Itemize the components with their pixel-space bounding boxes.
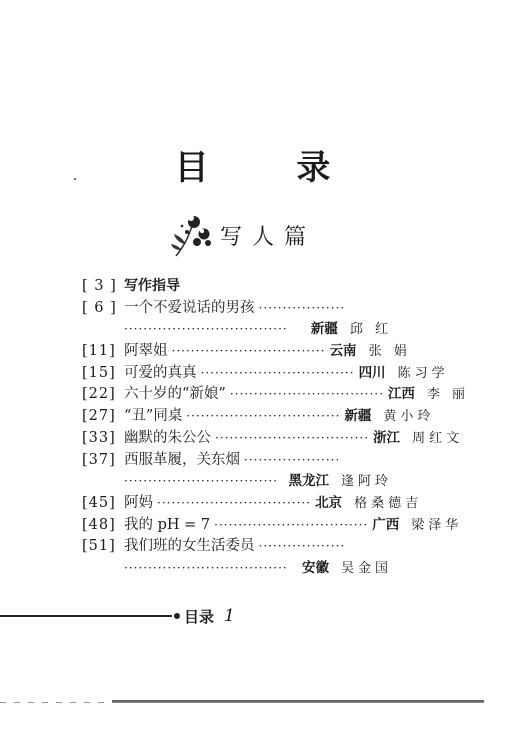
bottom-rule bbox=[112, 700, 484, 703]
entry-region: 浙江 bbox=[373, 429, 401, 446]
dot-leader: ································ bbox=[229, 387, 384, 402]
section-header bbox=[170, 212, 316, 258]
entry-title: 幽默的朱公公 bbox=[124, 429, 211, 446]
dot-leader: ································ bbox=[215, 430, 370, 445]
entry-title: 阿妈 bbox=[124, 494, 153, 511]
bottom-rule-faint bbox=[0, 702, 112, 703]
entry-page-number: [11] bbox=[82, 343, 116, 360]
entry-page-number: [15] bbox=[82, 364, 116, 381]
entry-region: 广西 bbox=[372, 516, 400, 533]
entry-author: 陈习学 bbox=[397, 365, 449, 381]
entry-author: 李 丽 bbox=[426, 387, 470, 403]
toc-row[interactable] bbox=[82, 515, 463, 537]
flower-icon bbox=[170, 212, 212, 258]
bullet-icon bbox=[174, 613, 180, 619]
entry-page-number: [37] bbox=[82, 451, 116, 468]
dot-leader: ·································· bbox=[124, 322, 288, 337]
toc-row[interactable] bbox=[82, 384, 470, 406]
entry-region: 云南 bbox=[329, 343, 357, 360]
toc-row[interactable] bbox=[82, 536, 392, 558]
entry-title: 可爱的真真 bbox=[124, 364, 197, 381]
dot-leader: ···················· bbox=[244, 452, 341, 467]
entry-author: 邱 红 bbox=[349, 322, 392, 338]
dot-leader: ·································· bbox=[124, 560, 288, 575]
dot-leader: ································ bbox=[124, 474, 279, 489]
entry-title: 六十岁的“新娘” bbox=[124, 386, 226, 403]
dot-leader: ·················· bbox=[258, 539, 346, 554]
entry-page-number: [22] bbox=[82, 386, 116, 403]
toc-row[interactable] bbox=[82, 406, 435, 428]
entry-author: 梁泽华 bbox=[411, 517, 463, 533]
entry-page-number: [27] bbox=[82, 408, 116, 425]
dot-leader: ································ bbox=[200, 365, 355, 380]
entry-title: 一个不爱说话的男孩 bbox=[124, 299, 255, 316]
dot-leader: ································ bbox=[214, 517, 369, 532]
entry-page-number: [33] bbox=[82, 429, 116, 446]
entry-page-number: [45] bbox=[82, 494, 116, 511]
entry-title: 阿翠姐 bbox=[124, 343, 168, 360]
footer-rule bbox=[0, 615, 172, 617]
entry-page-number: [51] bbox=[82, 538, 116, 555]
toc-row-continuation bbox=[82, 558, 392, 580]
dot-leader: ································ bbox=[186, 409, 341, 424]
entry-page-number: [ 6 ] bbox=[82, 299, 117, 316]
entry-region: 新疆 bbox=[310, 321, 338, 338]
entry-title: 我们班的女生活委员 bbox=[124, 538, 255, 555]
entry-author: 张 娟 bbox=[368, 344, 411, 360]
toc-row[interactable] bbox=[82, 341, 411, 363]
entry-title: 写作指导 bbox=[124, 278, 180, 294]
entry-author: 逢阿玲 bbox=[340, 474, 392, 490]
toc-row[interactable] bbox=[82, 298, 392, 320]
entry-author: 黄小玲 bbox=[383, 409, 435, 425]
entry-region: 江西 bbox=[387, 386, 415, 403]
footer-label: 目录 bbox=[184, 607, 215, 626]
toc-list bbox=[82, 276, 470, 580]
entry-region: 黑龙江 bbox=[288, 473, 329, 490]
entry-region: 四川 bbox=[358, 364, 386, 381]
dot-leader: ·················· bbox=[258, 300, 346, 315]
entry-author: 吴金国 bbox=[340, 560, 392, 576]
entry-title: 西服革履，关东烟 bbox=[124, 451, 240, 468]
toc-row[interactable] bbox=[82, 276, 392, 298]
entry-region: 安徽 bbox=[301, 559, 329, 576]
entry-author: 周红文 bbox=[412, 430, 464, 446]
entry-title: 我的 pH = 7 bbox=[124, 516, 211, 533]
toc-row[interactable] bbox=[82, 493, 423, 515]
entry-title: “丑”同桌 bbox=[124, 408, 183, 425]
section-title: 写人篇 bbox=[220, 224, 317, 250]
toc-row-continuation bbox=[82, 319, 392, 341]
toc-row[interactable] bbox=[82, 363, 449, 385]
entry-region: 北京 bbox=[315, 494, 343, 511]
entry-region: 新疆 bbox=[344, 408, 372, 425]
page-footer bbox=[0, 604, 505, 628]
entry-page-number: [48] bbox=[82, 516, 116, 533]
page-number: 1 bbox=[224, 606, 235, 626]
toc-row[interactable] bbox=[82, 450, 392, 472]
dot-leader: ································ bbox=[171, 344, 326, 359]
entry-page-number: [ 3 ] bbox=[82, 278, 117, 294]
entry-author: 格桑德吉 bbox=[354, 495, 423, 511]
toc-row[interactable] bbox=[82, 428, 464, 450]
page-title: 目 录 bbox=[174, 148, 369, 188]
dot-leader: ································ bbox=[157, 495, 312, 510]
toc-row-continuation bbox=[82, 471, 392, 493]
